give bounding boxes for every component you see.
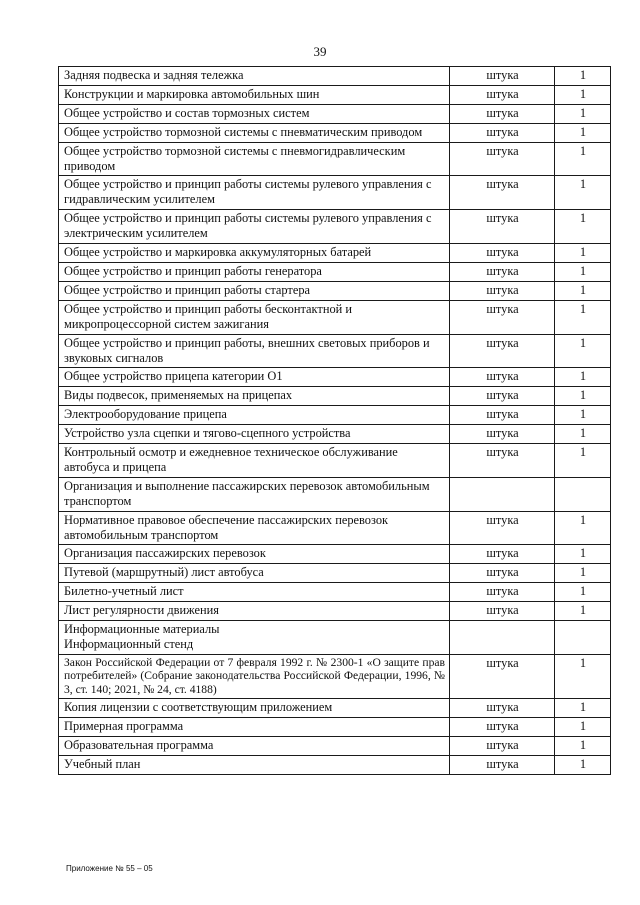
row-name: Примерная программа: [59, 718, 450, 737]
row-unit: штука: [450, 564, 555, 583]
table-row: [59, 564, 611, 583]
row-name: Общее устройство прицепа категории O1: [59, 368, 450, 387]
table-row: [59, 387, 611, 406]
table-row: [59, 104, 611, 123]
row-qty: 1: [555, 564, 611, 583]
table-row: [59, 511, 611, 545]
row-qty: 1: [555, 406, 611, 425]
row-name: Учебный план: [59, 755, 450, 774]
row-unit: штука: [450, 699, 555, 718]
table-row: [59, 654, 611, 698]
row-name: Организация пассажирских перевозок: [59, 545, 450, 564]
row-name: Общее устройство и принцип работы бесконтактной и микропроцессорной систем зажигания: [59, 300, 450, 334]
row-unit: штука: [450, 334, 555, 368]
row-qty: 1: [555, 334, 611, 368]
section-heading: [59, 621, 450, 655]
row-unit: штука: [450, 387, 555, 406]
row-unit: [450, 477, 555, 511]
row-qty: 1: [555, 736, 611, 755]
table-row: [59, 406, 611, 425]
row-qty: 1: [555, 699, 611, 718]
row-qty: 1: [555, 281, 611, 300]
row-qty: 1: [555, 444, 611, 478]
table-row: [59, 699, 611, 718]
row-name: Общее устройство и принцип работы стартера: [59, 281, 450, 300]
row-unit: штука: [450, 406, 555, 425]
row-qty: 1: [555, 262, 611, 281]
section-heading-line: Информационный стенд: [64, 637, 194, 651]
table-row-section: [59, 621, 611, 655]
table-row: [59, 67, 611, 86]
row-unit: штука: [450, 583, 555, 602]
row-qty: 1: [555, 300, 611, 334]
page-number: 39: [313, 44, 327, 59]
row-name: Общее устройство и принцип работы системы рулевого управления с электрическим усилителем: [59, 210, 450, 244]
row-name: Общее устройство и принцип работы системы рулевого управления с гидравлическим усилителем: [59, 176, 450, 210]
row-name: Общее устройство и маркировка аккумуляторных батарей: [59, 244, 450, 263]
row-name: Виды подвесок, применяемых на прицепах: [59, 387, 450, 406]
table-row: [59, 334, 611, 368]
row-qty: 1: [555, 123, 611, 142]
footer-note: Приложение № 55 – 05: [66, 864, 153, 873]
row-qty: 1: [555, 387, 611, 406]
row-qty: [555, 621, 611, 655]
row-qty: 1: [555, 583, 611, 602]
table-row: [59, 425, 611, 444]
row-unit: штука: [450, 444, 555, 478]
row-qty: 1: [555, 244, 611, 263]
row-unit: штука: [450, 244, 555, 263]
table-row: [59, 281, 611, 300]
row-unit: штука: [450, 210, 555, 244]
section-heading: Организация и выполнение пассажирских перевозок автомобильным транспортом: [59, 477, 450, 511]
row-unit: штука: [450, 176, 555, 210]
row-name: Общее устройство и принцип работы, внешних световых приборов и звуковых сигналов: [59, 334, 450, 368]
table-row: [59, 718, 611, 737]
row-name: Электрооборудование прицепа: [59, 406, 450, 425]
table-row: [59, 176, 611, 210]
row-name: Общее устройство тормозной системы с пневматическим приводом: [59, 123, 450, 142]
row-name: Образовательная программа: [59, 736, 450, 755]
row-unit: штука: [450, 262, 555, 281]
row-unit: [450, 621, 555, 655]
row-qty: 1: [555, 142, 611, 176]
row-name: Общее устройство тормозной системы с пневмогидравлическим приводом: [59, 142, 450, 176]
table-row: [59, 444, 611, 478]
table-row: [59, 142, 611, 176]
row-unit: штука: [450, 123, 555, 142]
row-name: Устройство узла сцепки и тягово-сцепного устройства: [59, 425, 450, 444]
row-qty: 1: [555, 104, 611, 123]
table-row: [59, 368, 611, 387]
table-row-section: [59, 477, 611, 511]
row-qty: 1: [555, 654, 611, 698]
row-unit: штука: [450, 736, 555, 755]
section-heading-line: Информационные материалы: [64, 622, 220, 637]
row-name: Конструкции и маркировка автомобильных шин: [59, 85, 450, 104]
table-row: [59, 602, 611, 621]
row-name: Копия лицензии с соответствующим приложением: [59, 699, 450, 718]
row-unit: штука: [450, 545, 555, 564]
row-qty: 1: [555, 602, 611, 621]
table-row: [59, 123, 611, 142]
row-unit: штука: [450, 85, 555, 104]
row-name: Лист регулярности движения: [59, 602, 450, 621]
table-row: [59, 210, 611, 244]
row-qty: 1: [555, 425, 611, 444]
equipment-table: [58, 66, 611, 775]
row-qty: 1: [555, 545, 611, 564]
row-qty: 1: [555, 755, 611, 774]
row-unit: штука: [450, 368, 555, 387]
row-name: Общее устройство и принцип работы генератора: [59, 262, 450, 281]
row-name: Общее устройство и состав тормозных систем: [59, 104, 450, 123]
table-row: [59, 300, 611, 334]
row-qty: 1: [555, 368, 611, 387]
table-row: [59, 545, 611, 564]
table-row: [59, 244, 611, 263]
row-unit: штука: [450, 104, 555, 123]
row-qty: 1: [555, 176, 611, 210]
row-unit: штука: [450, 67, 555, 86]
row-unit: штука: [450, 718, 555, 737]
row-unit: штука: [450, 602, 555, 621]
table-row: [59, 755, 611, 774]
row-unit: штука: [450, 755, 555, 774]
row-unit: штука: [450, 654, 555, 698]
row-name: Контрольный осмотр и ежедневное техническое обслуживание автобуса и прицепа: [59, 444, 450, 478]
row-name: Закон Российской Федерации от 7 февраля 1992 г. № 2300-1 «О защите прав потребителей» (Собрание законодательства Российской Федерации, 1996, № 3, ст. 140; 2021, № 24, ст. 4188): [59, 654, 450, 698]
row-name: Задняя подвеска и задняя тележка: [59, 67, 450, 86]
row-name: Нормативное правовое обеспечение пассажирских перевозок автомобильным транспортом: [59, 511, 450, 545]
row-name: Билетно-учетный лист: [59, 583, 450, 602]
row-qty: 1: [555, 210, 611, 244]
row-unit: штука: [450, 142, 555, 176]
row-unit: штука: [450, 425, 555, 444]
row-qty: 1: [555, 718, 611, 737]
row-qty: [555, 477, 611, 511]
table-row: [59, 736, 611, 755]
row-qty: 1: [555, 511, 611, 545]
table-row: [59, 85, 611, 104]
row-unit: штука: [450, 281, 555, 300]
table-row: [59, 583, 611, 602]
row-unit: штука: [450, 511, 555, 545]
row-unit: штука: [450, 300, 555, 334]
row-qty: 1: [555, 67, 611, 86]
row-qty: 1: [555, 85, 611, 104]
table-row: [59, 262, 611, 281]
row-name: Путевой (маршрутный) лист автобуса: [59, 564, 450, 583]
